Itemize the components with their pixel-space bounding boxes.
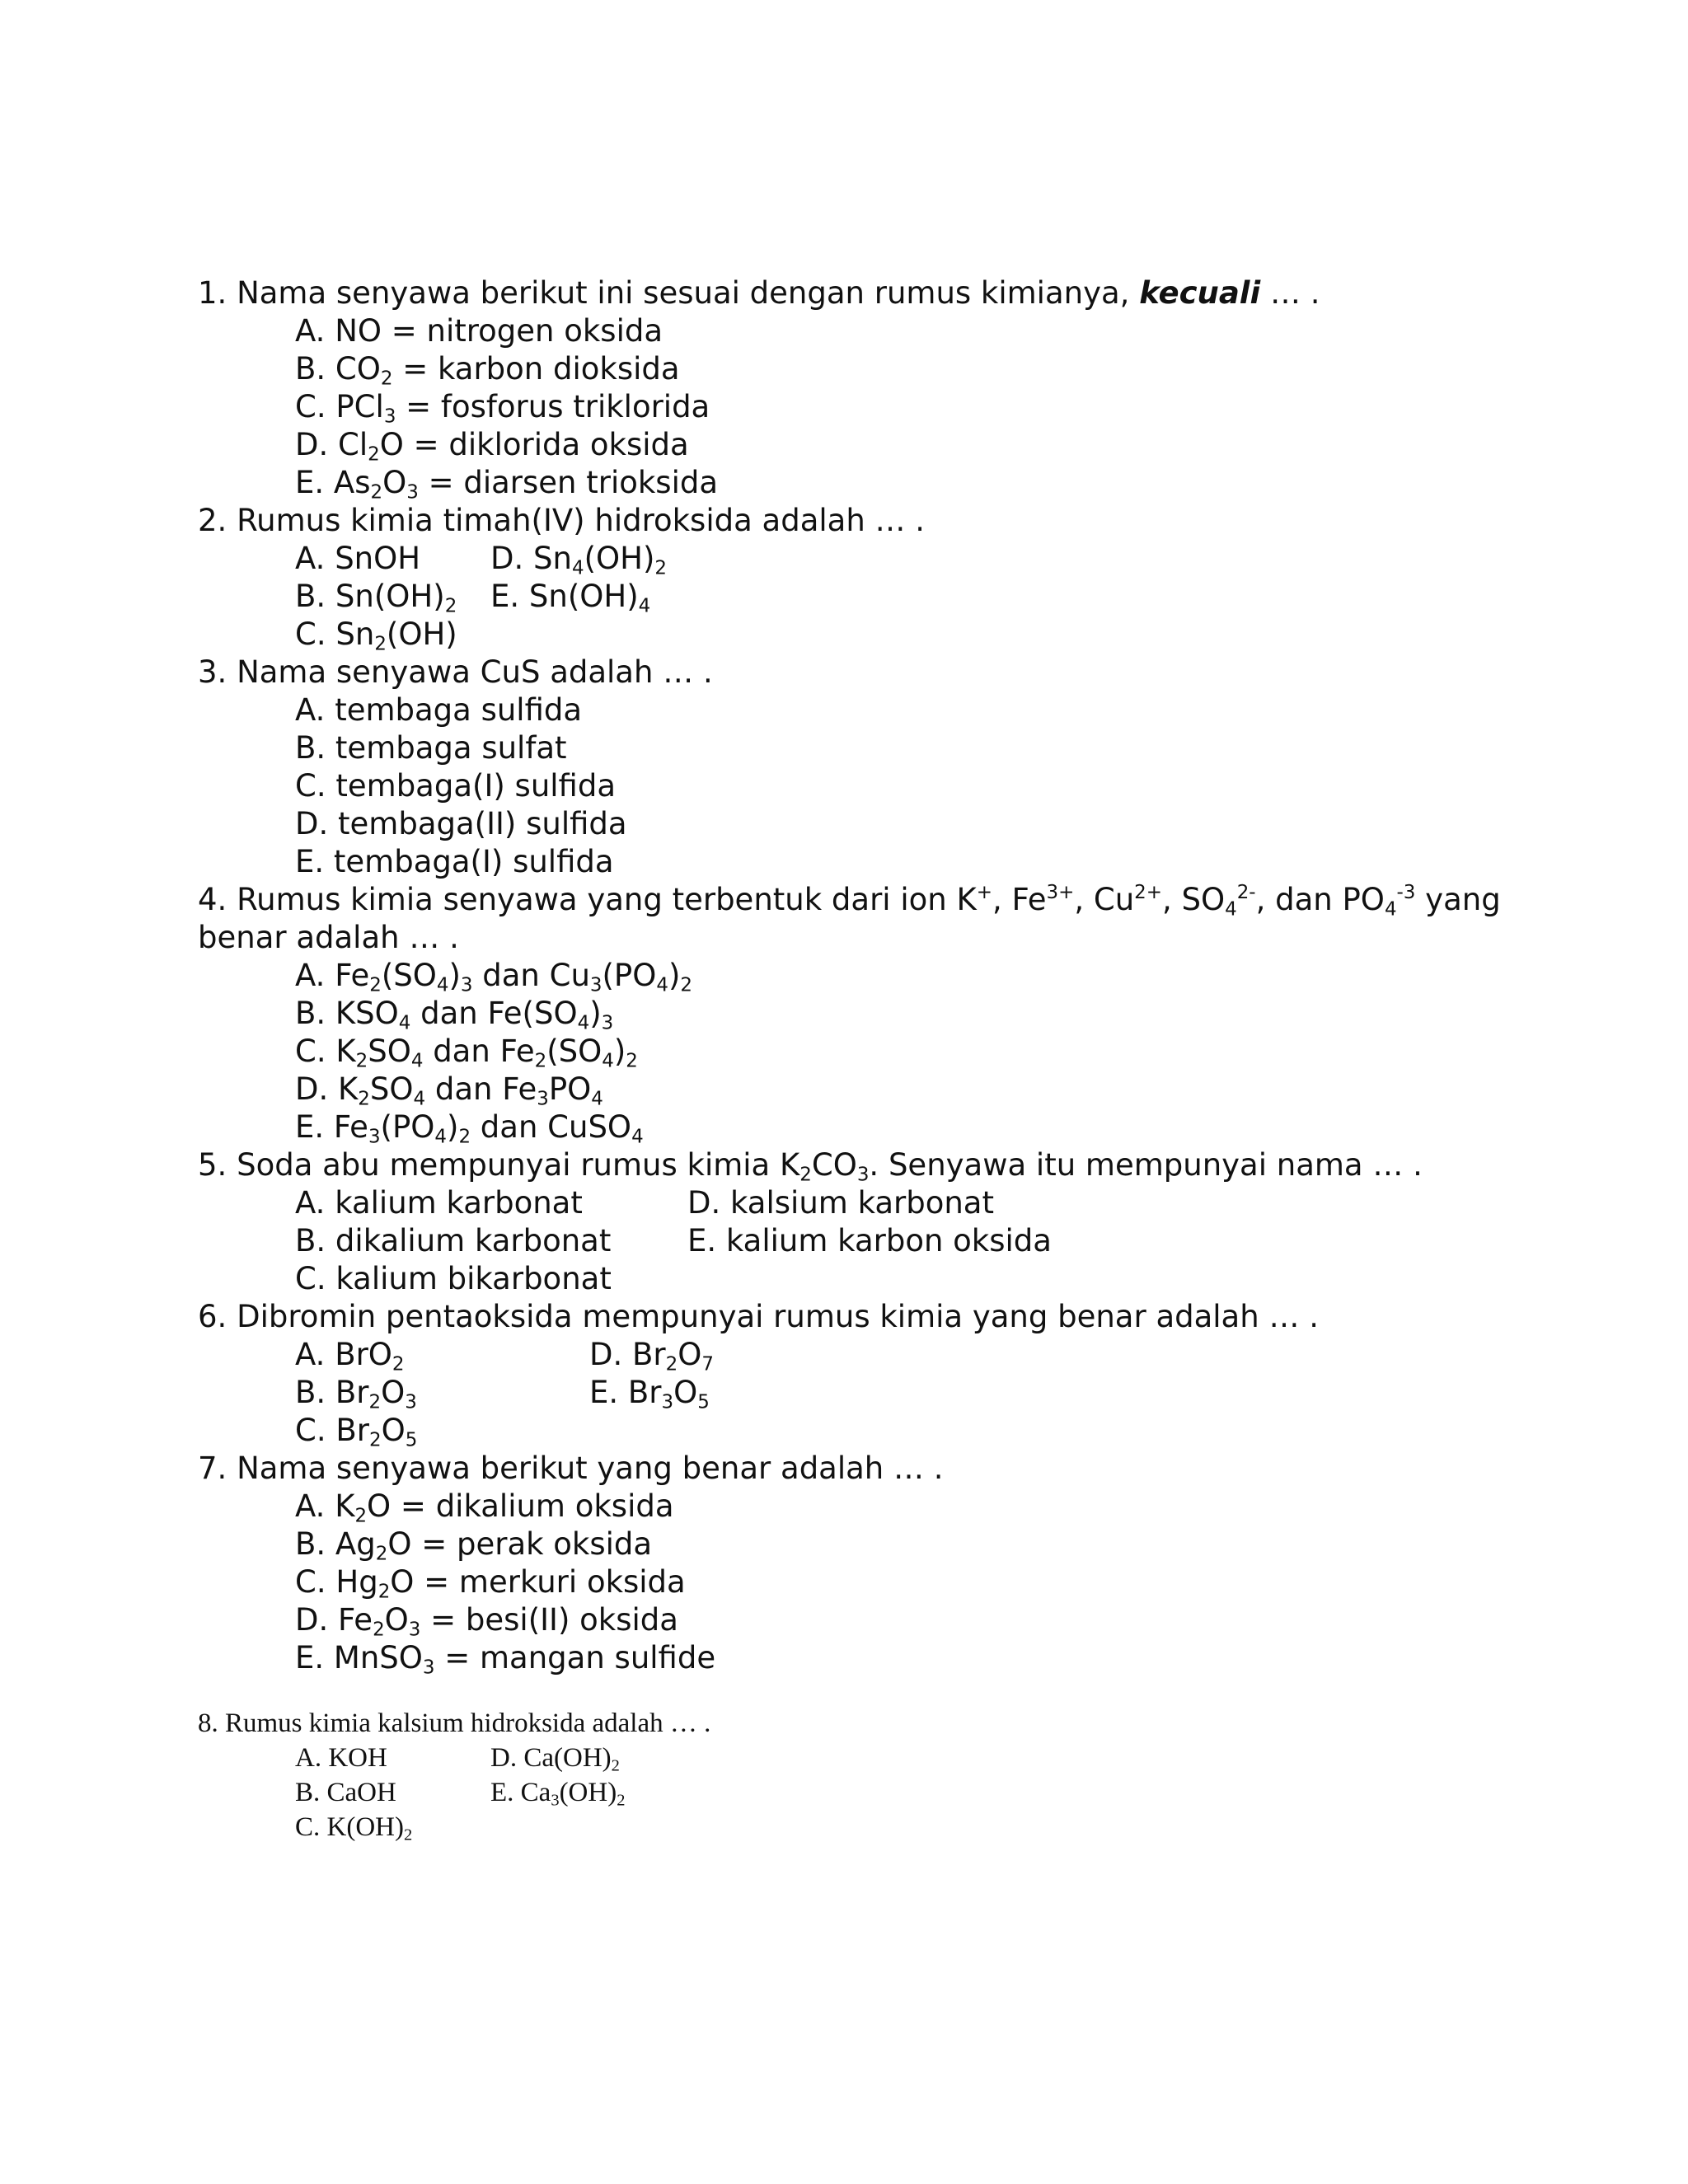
q5-option-e: E. kalium karbon oksida xyxy=(687,1223,1052,1258)
q5-option-b: B. dikalium karbonat xyxy=(295,1223,612,1258)
q4-option-b: B. $KSO_4$ dan $Fe(SO_4)_3$ xyxy=(295,996,614,1034)
q7-option-b: B. $Ag_2O$ = perak oksida xyxy=(295,1526,653,1565)
q1-option-d: D. $Cl_2O$ = diklorida oksida xyxy=(295,427,689,466)
q7-option-c: C. $Hg_2O$ = merkuri oksida xyxy=(295,1564,686,1603)
q4-option-e: E. $Fe_3(PO_4)_2$ dan CuSO$_4$ xyxy=(295,1109,644,1148)
q6-option-c: C. $Br_2O_5$ xyxy=(295,1413,418,1451)
question-6: 6. Dibromin pentaoksida mempunyai rumus kimia yang benar adalah … . xyxy=(198,1299,1319,1334)
q3-option-d: D. tembaga(II) sulfida xyxy=(295,806,627,841)
q7-option-a: A. $K_2O$ = dikalium oksida xyxy=(295,1488,674,1527)
q6-option-a: A. BrO$_2$ xyxy=(295,1337,405,1376)
q3-option-c: C. tembaga(I) sulfida xyxy=(295,768,617,804)
q1-option-c: C. PCl$_3$ = fosforus triklorida xyxy=(295,389,710,428)
q2-option-b: B. $Sn(OH)_2$ xyxy=(295,579,457,617)
q8-option-a: A. KOH xyxy=(295,1743,387,1773)
q2-option-a: A. SnOH xyxy=(295,541,421,576)
question-4-line-2: benar adalah … . xyxy=(198,920,459,955)
q2-option-e: E. $Sn(OH)_4$ xyxy=(490,579,651,617)
question-2: 2. Rumus kimia timah(IV) hidroksida adalah … . xyxy=(198,503,926,538)
q7-option-d: D. $Fe_2O_3$ = besi(II) oksida xyxy=(295,1602,678,1641)
q4-option-d: D. $K_2SO_4$ dan $Fe_3PO_4$ xyxy=(295,1071,603,1110)
question-1: 1. Nama senyawa berikut ini sesuai dengan rumus kimianya, kecuali … . xyxy=(198,275,1320,311)
q3-option-b: B. tembaga sulfat xyxy=(295,730,567,766)
q8-option-d: D. $Ca(OH)_2$ xyxy=(490,1743,620,1775)
q3-option-a: A. tembaga sulfida xyxy=(295,692,583,728)
q5-option-a: A. kalium karbonat xyxy=(295,1185,583,1221)
q8-option-b: B. CaOH xyxy=(295,1778,396,1807)
q8-option-e: E. $Ca_3(OH)_2$ xyxy=(490,1778,626,1810)
q1-option-a: A. NO = nitrogen oksida xyxy=(295,313,663,349)
emphasis-kecuali: kecuali xyxy=(1139,275,1261,311)
q6-option-d: D. $Br_2O_7$ xyxy=(589,1337,714,1376)
question-8: 8. Rumus kimia kalsium hidroksida adalah … . xyxy=(198,1708,711,1738)
q5-option-c: C. kalium bikarbonat xyxy=(295,1261,612,1296)
q3-option-e: E. tembaga(I) sulfida xyxy=(295,844,614,879)
q8-option-c: C. $K(OH)_2$ xyxy=(295,1812,413,1844)
question-7: 7. Nama senyawa berikut yang benar adalah … . xyxy=(198,1451,944,1486)
question-3: 3. Nama senyawa CuS adalah … . xyxy=(198,654,713,690)
q4-option-a: A. $Fe_2(SO_4)_3$ dan $Cu_3(PO_4)_2$ xyxy=(295,958,692,996)
q4-option-c: C. $K_2SO_4$ dan $Fe_2(SO_4)_2$ xyxy=(295,1033,638,1072)
q6-option-e: E. $Br_3O_5$ xyxy=(589,1375,710,1413)
q6-option-b: B. $Br_2O_3$ xyxy=(295,1375,417,1413)
q2-option-c: C. $Sn_2(OH)$ xyxy=(295,616,457,655)
q1-option-e: E. $As_2O_3$ = diarsen trioksida xyxy=(295,465,719,504)
question-5: 5. Soda abu mempunyai rumus kimia $K_2CO_3$. Senyawa itu mempunyai nama … . xyxy=(198,1147,1423,1186)
q7-option-e: E. MnSO$_3$ = mangan sulfide xyxy=(295,1640,716,1679)
question-4: 4. Rumus kimia senyawa yang terbentuk dari ion K+, $Fe^{3+}$, $Cu^{2+}$, $SO_4^{2-}$, dan $PO_4^{-3}$ yang xyxy=(198,881,1501,921)
q1-option-b: B. $CO_2$ = karbon dioksida xyxy=(295,351,680,390)
q2-option-d: D. $Sn_4(OH)_2$ xyxy=(490,541,667,579)
q5-option-d: D. kalsium karbonat xyxy=(687,1185,994,1221)
